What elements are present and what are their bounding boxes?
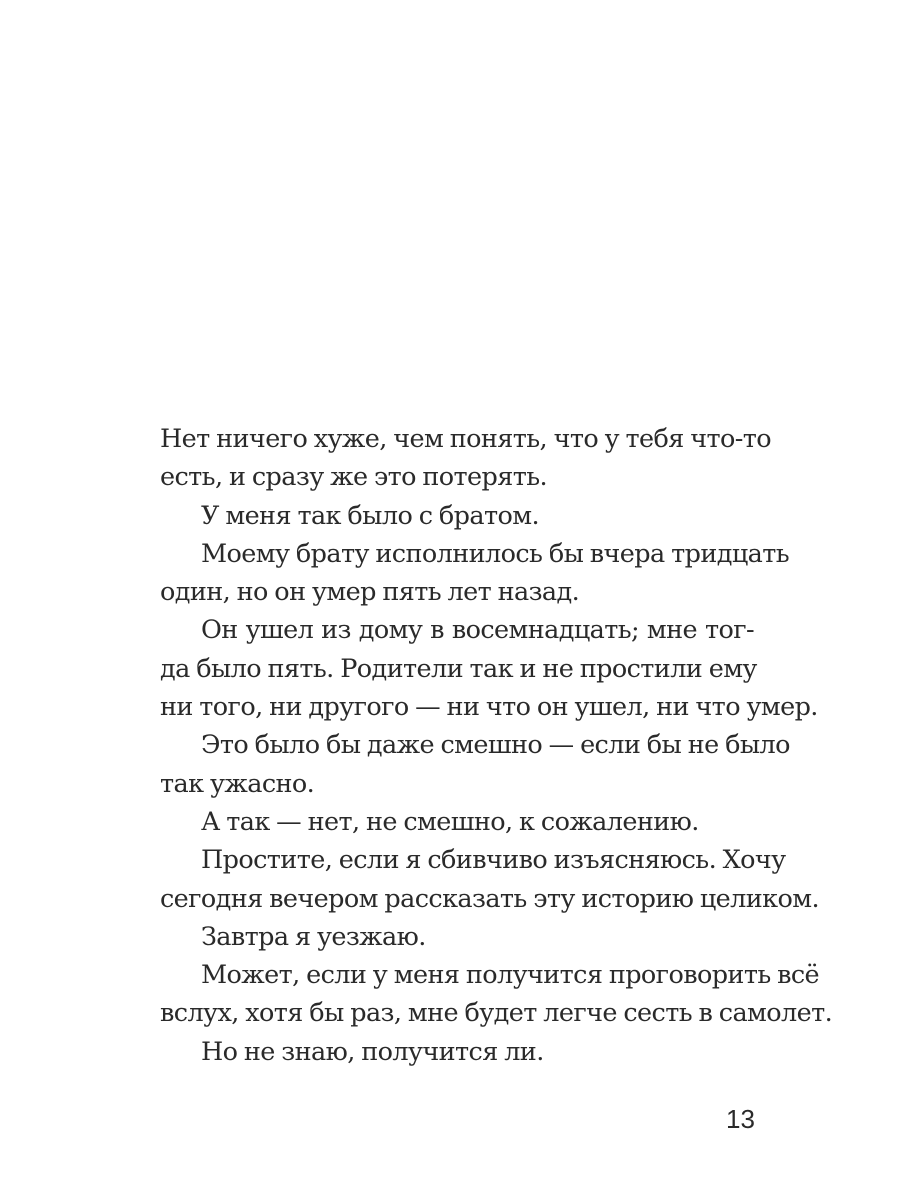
paragraph (119, 918, 754, 956)
text-line: ни того, ни другого — ни что он ушел, ни что умер. (160, 692, 818, 723)
paragraph (119, 611, 818, 726)
text-line: А так — нет, не смешно, к сожалению. (201, 806, 699, 837)
text-line: Простите, если я сбивчиво изъясняюсь. Хочу (201, 845, 786, 876)
paragraph (119, 420, 772, 497)
text-line: сегодня вечером рассказать эту историю целиком. (160, 883, 819, 914)
paragraph (119, 497, 754, 535)
paragraph (119, 956, 833, 1033)
text-line: Завтра я уезжаю. (201, 921, 426, 952)
text-line: есть, и сразу же это потерять. (160, 462, 548, 493)
paragraph (119, 726, 790, 803)
text-line: так ужасно. (160, 768, 315, 799)
text-line: Но не знаю, получится ли. (201, 1036, 544, 1067)
text-line: Нет ничего хуже, чем понять, что у тебя что-то (160, 424, 772, 454)
text-line: Может, если у меня получится проговорить всё (201, 960, 820, 991)
paragraph (119, 803, 754, 841)
text-line: У меня так было с братом. (201, 500, 539, 531)
paragraph (119, 841, 819, 918)
page-number: 13 (726, 1104, 755, 1134)
text-line: Моему брату исполнилось бы вчера тридцать (201, 538, 790, 569)
text-line: Он ушел из дому в восемнадцать; мне тог- (201, 615, 754, 646)
paragraph (119, 1033, 754, 1071)
text-line: вслух, хотя бы раз, мне будет легче сесть в самолет. (160, 998, 833, 1029)
text-line: один, но он умер пять лет назад. (160, 577, 580, 608)
paragraph (119, 535, 790, 612)
body-text (119, 420, 833, 1071)
text-line: да было пять. Родители так и не простили ему (160, 653, 757, 684)
text-line: Это было бы даже смешно — если бы не было (201, 730, 790, 761)
